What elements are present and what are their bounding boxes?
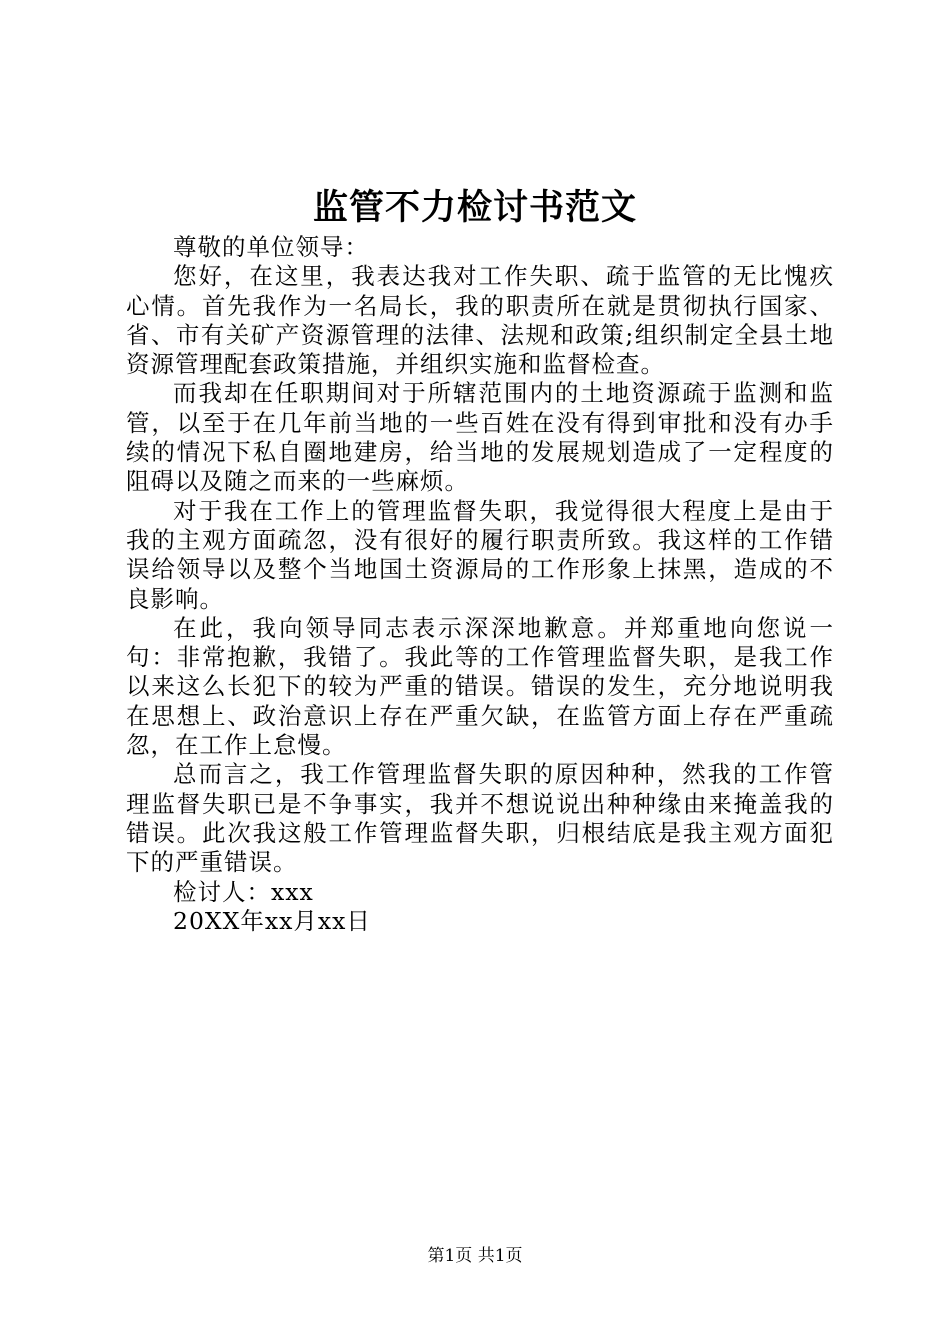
page-footer: 第1页 共1页	[427, 1246, 523, 1266]
document-title: 监管不力检讨书范文	[312, 187, 637, 228]
salutation: 尊敬的单位领导：	[173, 233, 369, 261]
paragraph-4: 在此，我向领导同志表示深深地歉意。并郑重地向您说一句：非常抱歉，我错了。我此等的工作管理监督失职，是我工作以来这么长犯下的较为严重的错误。错误的发生，充分地说明我在思想上、政治意识上存在严重欠缺，在监管方面上存在严重疏忽，在工作上怠慢。	[126, 613, 834, 760]
paragraph-2: 而我却在任职期间对于所辖范围内的土地资源疏于监测和监管，以至于在几年前当地的一些百姓在没有得到审批和没有办手续的情况下私自圈地建房，给当地的发展规划造成了一定程度的阻碍以及随之而来的一些麻烦。	[126, 379, 834, 496]
paragraph-5: 总而言之，我工作管理监督失职的原因种种，然我的工作管理监督失职已是不争事实，我并不想说说出种种缘由来掩盖我的错误。此次我这般工作管理监督失职，归根结底是我主观方面犯下的严重错误。	[126, 760, 834, 877]
paragraph-1: 您好，在这里，我表达我对工作失职、疏于监管的无比愧疚心情。首先我作为一名局长，我的职责所在就是贯彻执行国家、省、市有关矿产资源管理的法律、法规和政策;组织制定全县土地资源管理配套政策措施，并组织实施和监督检查。	[126, 262, 834, 379]
paragraph-3: 对于我在工作上的管理监督失职，我觉得很大程度上是由于我的主观方面疏忽，没有很好的履行职责所致。我这样的工作错误给领导以及整个当地国土资源局的工作形象上抹黑，造成的不良影响。	[126, 496, 834, 613]
document-body	[126, 233, 834, 936]
signature: 检讨人：xxx	[173, 877, 314, 906]
date: 20XX年xx月xx日	[173, 906, 371, 935]
